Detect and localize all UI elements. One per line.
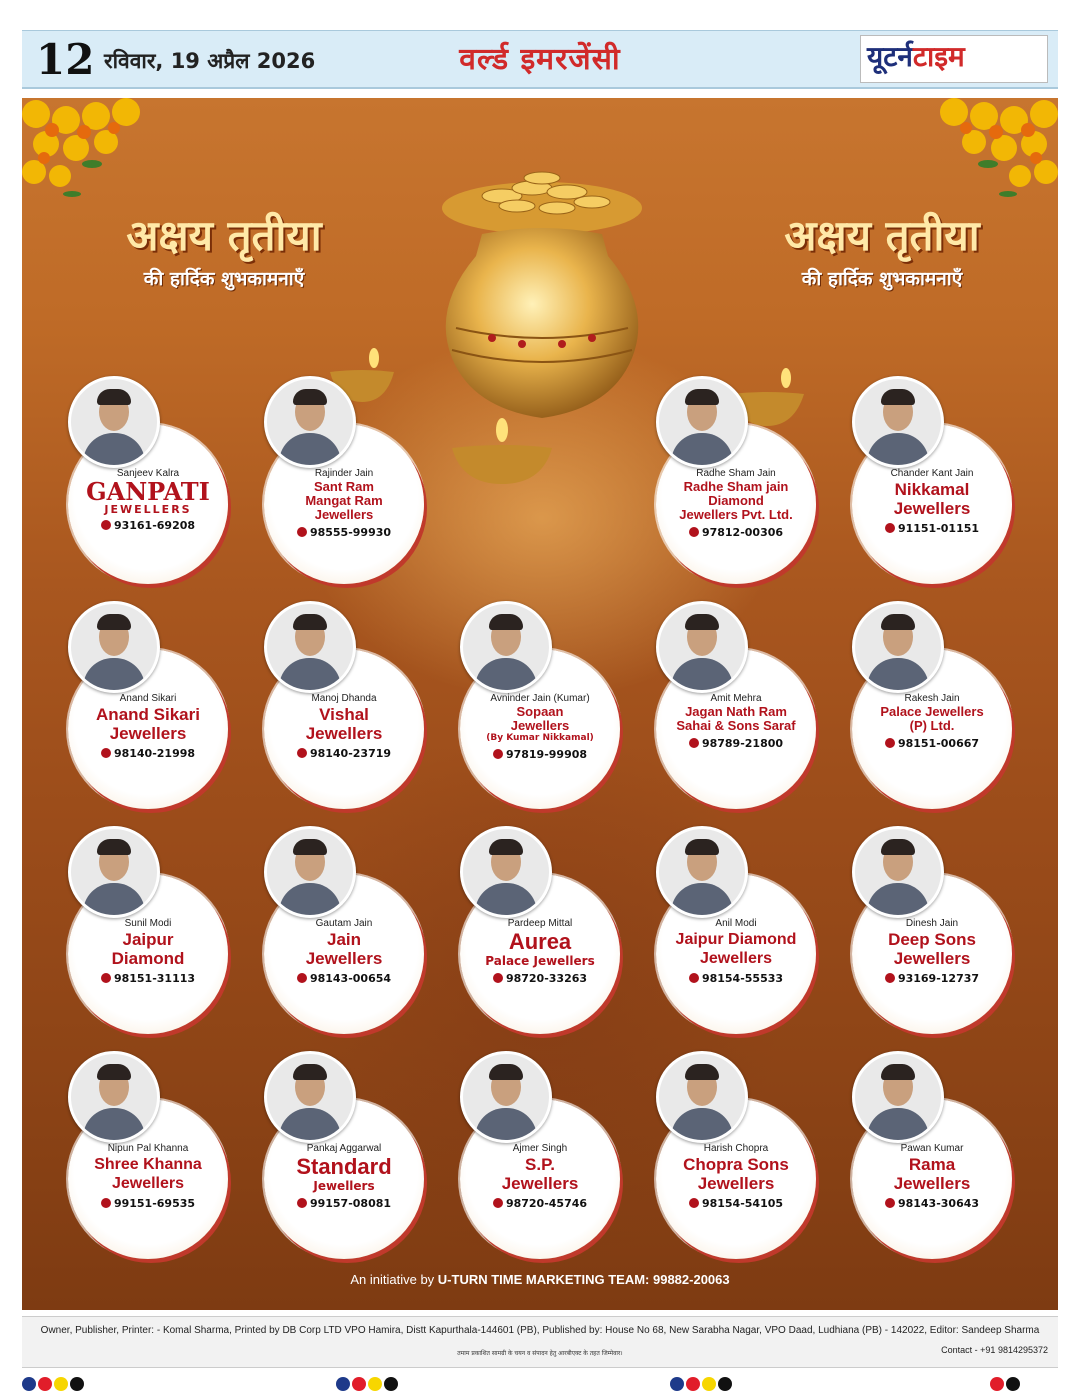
phone-text: 98151-00667: [897, 737, 980, 750]
imprint-note: तमाम प्रकाशित सामग्री के चयन व संपादन हेतु आरबीएक्ट के तहत जिम्मेवार।: [457, 1350, 623, 1357]
imprint-contact: Contact - +91 9814295372: [941, 1345, 1048, 1355]
business-name: Radhe Sham jain Diamond: [683, 479, 789, 508]
jeweller-card: [852, 601, 1020, 811]
card-info: [464, 918, 616, 985]
jeweller-card: [68, 1051, 236, 1261]
business-name: S.P.: [525, 1155, 555, 1174]
business-name-line-2: Sahai & Sons Saraf: [676, 718, 796, 733]
person-name: Chander Kant Jain: [890, 468, 974, 479]
business-name: Shree Khanna: [94, 1156, 202, 1173]
registration-marks: [22, 1376, 86, 1392]
jeweller-card: [656, 376, 824, 586]
business-name: Sopaan: [516, 704, 564, 719]
business-name-line-2: Jewellers: [305, 724, 383, 743]
card-info: [464, 1143, 616, 1210]
business-name-line-2: (P) Ltd.: [909, 718, 955, 733]
phone-icon: [493, 973, 503, 983]
phone-text: 97812-00306: [701, 526, 784, 539]
card-info: [856, 468, 1008, 535]
jeweller-card: [264, 1051, 432, 1261]
business-subtitle: JEWELLERS: [104, 503, 192, 516]
business-name-line-2: Jewellers: [111, 1175, 185, 1192]
business-name-line-2: Jewellers: [697, 1174, 775, 1193]
person-name: Rajinder Jain: [314, 468, 374, 479]
business-name: Chopra Sons: [683, 1155, 789, 1174]
person-photo: [264, 601, 356, 693]
business-name: Jagan Nath Ram: [685, 704, 787, 719]
phone-text: 98154-54105: [701, 1197, 784, 1210]
person-photo: [68, 376, 160, 468]
card-info: [268, 918, 420, 985]
phone-icon: [101, 1198, 111, 1208]
person-name: Amit Mehra: [710, 693, 762, 704]
card-info: [660, 918, 812, 985]
phone-number: [268, 1197, 420, 1210]
person-photo: [264, 826, 356, 918]
festival-greeting-left: [74, 206, 374, 291]
business-name: Standard: [296, 1154, 392, 1179]
phone-icon: [297, 527, 307, 537]
person-photo: [656, 376, 748, 468]
person-name: Pawan Kumar: [900, 1143, 964, 1154]
business-name: Vishal: [319, 705, 369, 724]
business-name-line-2: Jewellers: [305, 949, 383, 968]
marigold-garland-icon: [908, 98, 1058, 218]
business-name-line-2: Jewellers: [893, 499, 971, 518]
business-name: Rama: [908, 1155, 956, 1174]
card-info: [660, 468, 812, 539]
person-photo: [460, 601, 552, 693]
person-name: Rakesh Jain: [904, 693, 960, 704]
card-info: [464, 693, 616, 761]
business-name: Jaipur: [122, 930, 174, 949]
phone-number: [72, 1197, 224, 1210]
registration-marks: [990, 1376, 1022, 1392]
phone-icon: [493, 1198, 503, 1208]
person-photo: [264, 376, 356, 468]
person-name: Nipun Pal Khanna: [107, 1143, 189, 1154]
section-title: वर्ल्ड इमरजेंसी: [459, 42, 621, 77]
person-name: Sunil Modi: [124, 918, 172, 929]
person-photo: [852, 601, 944, 693]
jeweller-card: [852, 376, 1020, 586]
phone-icon: [297, 973, 307, 983]
phone-number: [72, 747, 224, 760]
phone-text: 98555-99930: [309, 526, 392, 539]
business-name-line-2: Jewellers: [893, 949, 971, 968]
phone-number: [72, 519, 224, 532]
greeting-subtitle: की हार्दिक शुभकामनाएँ: [801, 268, 963, 290]
person-photo: [852, 1051, 944, 1143]
phone-number: [660, 737, 812, 750]
initiative-team: U-TURN TIME MARKETING TEAM: 99882-20063: [437, 1272, 730, 1287]
card-info: [856, 693, 1008, 750]
card-info: [660, 1143, 812, 1210]
jeweller-card: [68, 601, 236, 811]
person-photo: [460, 1051, 552, 1143]
phone-text: 98151-31113: [113, 972, 196, 985]
card-info: [72, 693, 224, 760]
business-name-line-2: Jewellers: [893, 1174, 971, 1193]
phone-number: [268, 526, 420, 539]
person-photo: [852, 376, 944, 468]
card-info: [72, 468, 224, 532]
business-name-line-2: Mangat Ram: [305, 493, 383, 508]
person-name: Pardeep Mittal: [507, 918, 573, 929]
jeweller-card: [264, 601, 432, 811]
phone-icon: [689, 1198, 699, 1208]
person-photo: [68, 826, 160, 918]
phone-text: 98143-00654: [309, 972, 392, 985]
jeweller-card: [264, 826, 432, 1036]
business-name-line-2: Jewellers: [510, 718, 570, 733]
phone-number: [660, 972, 812, 985]
jeweller-card: [656, 601, 824, 811]
phone-text: 99151-69535: [113, 1197, 196, 1210]
phone-text: 98140-23719: [309, 747, 392, 760]
card-info: [268, 1143, 420, 1210]
marigold-garland-icon: [22, 98, 172, 218]
card-info: [72, 1143, 224, 1210]
person-photo: [656, 826, 748, 918]
phone-number: [660, 526, 812, 539]
advertisement-poster: [22, 98, 1058, 1310]
business-name-line-2: Diamond: [111, 949, 185, 968]
business-name: Jain: [326, 930, 362, 949]
golden-pot-icon: [422, 138, 662, 428]
phone-number: [268, 972, 420, 985]
person-name: Pankaj Aggarwal: [306, 1143, 382, 1154]
phone-text: 98720-33263: [505, 972, 588, 985]
business-name-line-2: Jewellers Pvt. Ltd.: [679, 507, 793, 522]
registration-marks: [670, 1376, 734, 1392]
phone-icon: [885, 973, 895, 983]
person-photo: [68, 1051, 160, 1143]
diya-lamp-icon: [442, 418, 562, 488]
greeting-title: अक्षय तृतीया: [126, 211, 322, 260]
phone-number: [660, 1197, 812, 1210]
jeweller-card: [264, 376, 432, 586]
greeting-subtitle: की हार्दिक शुभकामनाएँ: [143, 268, 305, 290]
logo-text-part-1: यूटर्न: [867, 40, 913, 73]
person-name: Gautam Jain: [315, 918, 373, 929]
phone-icon: [101, 748, 111, 758]
imprint-footer: [22, 1316, 1058, 1368]
phone-text: 93169-12737: [897, 972, 980, 985]
festival-greeting-right: [732, 206, 1032, 291]
person-photo: [656, 601, 748, 693]
phone-text: 93161-69208: [113, 519, 196, 532]
phone-number: [464, 1197, 616, 1210]
phone-number: [72, 972, 224, 985]
phone-text: 91151-01151: [897, 522, 980, 535]
business-name-line-2: Jewellers: [501, 1174, 579, 1193]
logo-text: [867, 37, 965, 75]
person-photo: [68, 601, 160, 693]
jeweller-card: [852, 826, 1020, 1036]
business-name: Deep Sons: [888, 930, 976, 949]
phone-text: 98140-21998: [113, 747, 196, 760]
phone-icon: [885, 738, 895, 748]
person-name: Radhe Sham Jain: [696, 468, 776, 479]
jeweller-card: [656, 826, 824, 1036]
business-name: Nikkamal: [894, 480, 970, 499]
card-info: [856, 918, 1008, 985]
phone-icon: [885, 523, 895, 533]
phone-number: [464, 748, 616, 761]
person-name: Ajmer Singh: [512, 1143, 568, 1154]
jeweller-card: [460, 601, 628, 811]
phone-number: [464, 972, 616, 985]
phone-icon: [885, 1198, 895, 1208]
business-name-line-3: Jewellers: [314, 507, 374, 522]
card-info: [268, 468, 420, 539]
page-number: 12: [36, 35, 95, 84]
phone-number: [856, 972, 1008, 985]
person-photo: [460, 826, 552, 918]
card-info: [268, 693, 420, 760]
phone-icon: [101, 973, 111, 983]
business-name-line-2: Jewellers: [699, 950, 773, 967]
person-name: Anand Sikari: [119, 693, 177, 704]
phone-text: 98789-21800: [701, 737, 784, 750]
phone-text: 97819-99908: [505, 748, 588, 761]
greeting-title: अक्षय तृतीया: [784, 211, 980, 260]
jeweller-card: [656, 1051, 824, 1261]
business-name: Sant Ram: [314, 479, 374, 494]
logo-text-part-2: टाइम: [912, 40, 965, 73]
business-name: Palace Jewellers: [880, 704, 984, 719]
person-name: Avninder Jain (Kumar): [490, 693, 590, 704]
business-name-line-2: Jewellers: [109, 724, 187, 743]
person-photo: [264, 1051, 356, 1143]
jeweller-card: [460, 1051, 628, 1261]
business-name: GANPATI: [86, 477, 210, 506]
business-subtitle: (By Kumar Nikkamal): [486, 733, 594, 743]
card-info: [856, 1143, 1008, 1210]
phone-number: [856, 522, 1008, 535]
phone-number: [856, 737, 1008, 750]
initiative-prefix: An initiative by: [350, 1272, 438, 1287]
card-info: [660, 693, 812, 750]
business-name: Jaipur Diamond: [675, 931, 797, 948]
person-name: Dinesh Jain: [905, 918, 959, 929]
card-info: [72, 918, 224, 985]
business-name: Anand Sikari: [96, 705, 200, 724]
phone-icon: [689, 973, 699, 983]
phone-text: 99157-08081: [309, 1197, 392, 1210]
newspaper-logo: [860, 35, 1048, 83]
registration-marks: [336, 1376, 400, 1392]
phone-icon: [297, 748, 307, 758]
phone-number: [856, 1197, 1008, 1210]
business-name: Aurea: [508, 929, 572, 954]
phone-icon: [101, 520, 111, 530]
phone-icon: [689, 527, 699, 537]
phone-icon: [689, 738, 699, 748]
jeweller-card: [68, 826, 236, 1036]
imprint-credits: Owner, Publisher, Printer: - Komal Sharma, Printed by DB Corp LTD VPO Hamira, Distt Kapurthala-144601 (PB), Published by: House No 68, New Sarabha Nagar, VPO Daad, Ludhiana (PB) - 142022, Editor: Sandeep Sharma: [40, 1325, 1040, 1336]
jeweller-card: [460, 826, 628, 1036]
issue-date: रविवार, 19 अप्रैल 2026: [104, 49, 316, 73]
jeweller-card: [852, 1051, 1020, 1261]
phone-icon: [297, 1198, 307, 1208]
page-header: [22, 30, 1058, 89]
business-subtitle: Palace Jewellers: [485, 954, 595, 968]
person-name: Sanjeev Kalra: [116, 468, 180, 479]
phone-icon: [493, 749, 503, 759]
phone-text: 98720-45746: [505, 1197, 588, 1210]
business-subtitle: Jewellers: [313, 1179, 375, 1193]
person-name: Manoj Dhanda: [311, 693, 377, 704]
person-photo: [656, 1051, 748, 1143]
person-photo: [852, 826, 944, 918]
phone-text: 98154-55533: [701, 972, 784, 985]
phone-number: [268, 747, 420, 760]
phone-text: 98143-30643: [897, 1197, 980, 1210]
person-name: Harish Chopra: [703, 1143, 769, 1154]
jeweller-card: [68, 376, 236, 586]
person-name: Anil Modi: [715, 918, 757, 929]
initiative-line: [22, 1272, 1058, 1287]
